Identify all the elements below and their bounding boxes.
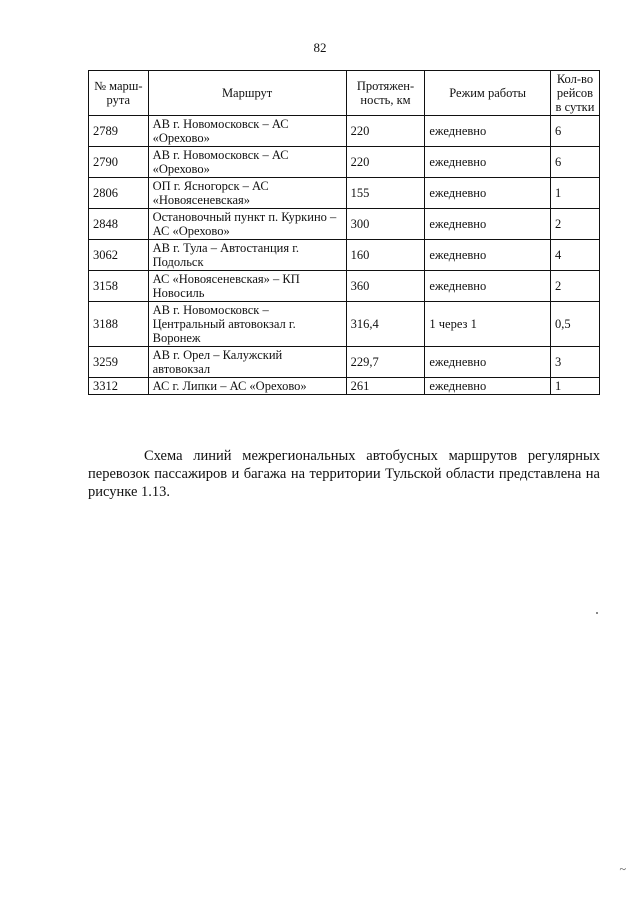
table-header-row [89, 71, 600, 116]
table-row [89, 347, 600, 378]
cell-length: 220 [346, 147, 425, 178]
header-route-number: № марш-рута [89, 71, 149, 116]
table-row [89, 378, 600, 395]
cell-route: АС «Новоясеневская» – КП Новосиль [148, 271, 346, 302]
cell-route: ОП г. Ясногорск – АС «Новоясеневская» [148, 178, 346, 209]
cell-trips: 2 [550, 209, 599, 240]
cell-mode: ежедневно [425, 147, 551, 178]
cell-mode: ежедневно [425, 378, 551, 395]
body-paragraph: Схема линий межрегиональных автобусных маршрутов регулярных перевозок пассажиров и багажа на территории Тульской области представлена на рисунке 1.13. [88, 447, 600, 500]
cell-length: 360 [346, 271, 425, 302]
cell-trips: 4 [550, 240, 599, 271]
cell-length: 155 [346, 178, 425, 209]
scan-tilde-mark: ~ [619, 862, 626, 876]
cell-length: 220 [346, 116, 425, 147]
cell-route-number: 3158 [89, 271, 149, 302]
table-row [89, 302, 600, 347]
cell-trips: 1 [550, 178, 599, 209]
cell-trips: 0,5 [550, 302, 599, 347]
header-length: Протяжен-ность, км [346, 71, 425, 116]
cell-mode: ежедневно [425, 271, 551, 302]
page-number: 82 [313, 40, 327, 55]
cell-route: АВ г. Новомосковск – Центральный автовокзал г. Воронеж [148, 302, 346, 347]
cell-length: 229,7 [346, 347, 425, 378]
cell-route-number: 2789 [89, 116, 149, 147]
cell-trips: 2 [550, 271, 599, 302]
cell-mode: ежедневно [425, 240, 551, 271]
table-row [89, 271, 600, 302]
scan-dot [596, 612, 598, 614]
cell-mode: ежедневно [425, 209, 551, 240]
cell-trips: 3 [550, 347, 599, 378]
cell-length: 316,4 [346, 302, 425, 347]
cell-mode: ежедневно [425, 178, 551, 209]
table-row [89, 116, 600, 147]
cell-route-number: 2806 [89, 178, 149, 209]
cell-route: АВ г. Новомосковск – АС «Орехово» [148, 116, 346, 147]
cell-mode: ежедневно [425, 347, 551, 378]
cell-route: АВ г. Тула – Автостанция г. Подольск [148, 240, 346, 271]
cell-route-number: 2790 [89, 147, 149, 178]
routes-table [88, 70, 600, 395]
cell-mode: 1 через 1 [425, 302, 551, 347]
table-row [89, 147, 600, 178]
cell-route-number: 3259 [89, 347, 149, 378]
cell-length: 261 [346, 378, 425, 395]
cell-mode: ежедневно [425, 116, 551, 147]
cell-length: 300 [346, 209, 425, 240]
header-route: Маршрут [148, 71, 346, 116]
cell-route-number: 3312 [89, 378, 149, 395]
table-body [89, 116, 600, 395]
cell-length: 160 [346, 240, 425, 271]
cell-trips: 6 [550, 147, 599, 178]
header-mode: Режим работы [425, 71, 551, 116]
cell-route: АВ г. Орел – Калужский автовокзал [148, 347, 346, 378]
cell-trips: 1 [550, 378, 599, 395]
cell-route-number: 3188 [89, 302, 149, 347]
header-trips: Кол-во рейсов в сутки [550, 71, 599, 116]
cell-route: АС г. Липки – АС «Орехово» [148, 378, 346, 395]
table-row [89, 209, 600, 240]
cell-route-number: 3062 [89, 240, 149, 271]
table-row [89, 240, 600, 271]
cell-route: АВ г. Новомосковск – АС «Орехово» [148, 147, 346, 178]
cell-route: Остановочный пункт п. Куркино – АС «Орехово» [148, 209, 346, 240]
table-row [89, 178, 600, 209]
cell-trips: 6 [550, 116, 599, 147]
cell-route-number: 2848 [89, 209, 149, 240]
